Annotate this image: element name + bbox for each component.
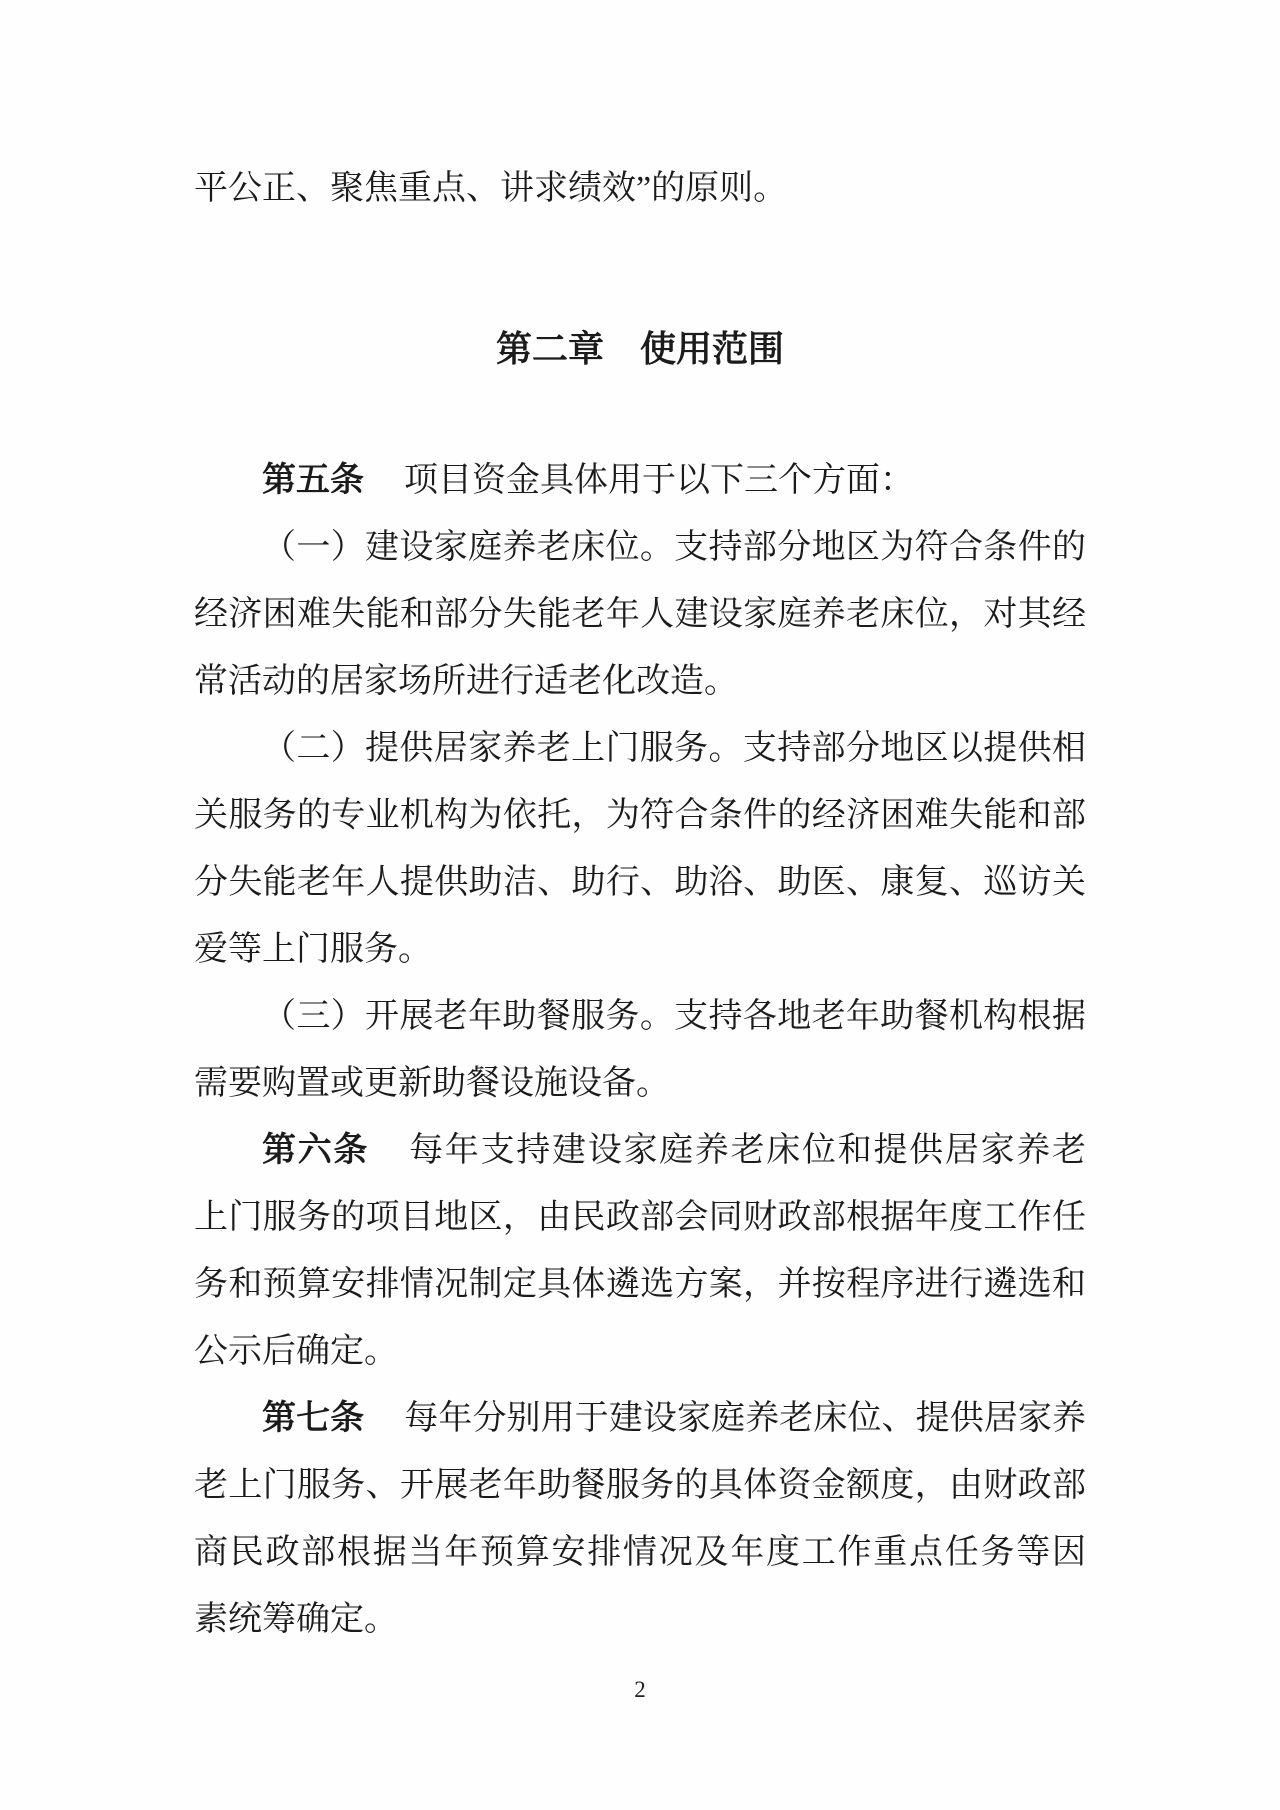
doc-line-text: 素统筹确定。 [194, 1601, 398, 1638]
doc-line-text: 爱等上门服务。 [194, 931, 432, 968]
doc-line [194, 849, 1086, 916]
doc-line-text: 务和预算安排情况制定具体遴选方案，并按程序进行遴选和 [194, 1266, 1086, 1303]
doc-line [194, 1184, 1086, 1251]
text-column [194, 155, 1086, 1653]
doc-line [194, 1452, 1086, 1519]
doc-line-text: （一）建设家庭养老床位。支持部分地区为符合条件的 [262, 529, 1086, 566]
doc-line-text: 分失能老年人提供助洁、助行、助浴、助医、康复、巡访关 [194, 864, 1086, 901]
doc-line-text: 上门服务的项目地区，由民政部会同财政部根据年度工作任 [194, 1199, 1086, 1236]
article-number: 第五条 [262, 461, 364, 499]
doc-line [194, 648, 1086, 715]
article-7-line [194, 1385, 1086, 1452]
doc-line-text: 每年分别用于建设家庭养老床位、提供居家养 [404, 1400, 1087, 1437]
continuation-line [194, 155, 1086, 222]
doc-line [194, 1318, 1086, 1385]
article-5-line [194, 447, 1086, 514]
doc-line [194, 916, 1086, 983]
page-number: 2 [634, 1677, 646, 1702]
doc-line-text: 项目资金具体用于以下三个方面： [404, 462, 914, 499]
doc-line [194, 581, 1086, 648]
doc-line-text: 老上门服务、开展老年助餐服务的具体资金额度，由财政部 [194, 1467, 1086, 1504]
doc-line [194, 1251, 1086, 1318]
doc-line-text: 常活动的居家场所进行适老化改造。 [194, 663, 738, 700]
doc-line [194, 782, 1086, 849]
doc-line-text: 经济困难失能和部分失能老年人建设家庭养老床位，对其经 [194, 596, 1086, 633]
doc-line-text: （二）提供居家养老上门服务。支持部分地区以提供相 [262, 730, 1086, 767]
chapter-heading: 第二章 使用范围 [495, 328, 784, 369]
doc-line [194, 1586, 1086, 1653]
doc-line [194, 1050, 1086, 1117]
article-number: 第六条 [262, 1131, 370, 1169]
doc-line-text: （三）开展老年助餐服务。支持各地老年助餐机构根据 [262, 998, 1086, 1035]
doc-line [194, 514, 1086, 581]
doc-line [194, 983, 1086, 1050]
doc-line-text: 商民政部根据当年预算安排情况及年度工作重点任务等因 [194, 1534, 1086, 1571]
doc-line [194, 1519, 1086, 1586]
doc-line [194, 715, 1086, 782]
article-6-line [194, 1117, 1086, 1184]
continuation-text: 平公正、聚焦重点、讲求绩效”的原则。 [194, 170, 788, 207]
doc-line-text: 关服务的专业机构为依托，为符合条件的经济困难失能和部 [194, 797, 1086, 834]
doc-line-text: 每年支持建设家庭养老床位和提供居家养老 [409, 1132, 1087, 1169]
doc-line-text: 公示后确定。 [194, 1333, 398, 1370]
article-number: 第七条 [262, 1399, 365, 1437]
doc-line-text: 需要购置或更新助餐设施设备。 [194, 1065, 670, 1102]
